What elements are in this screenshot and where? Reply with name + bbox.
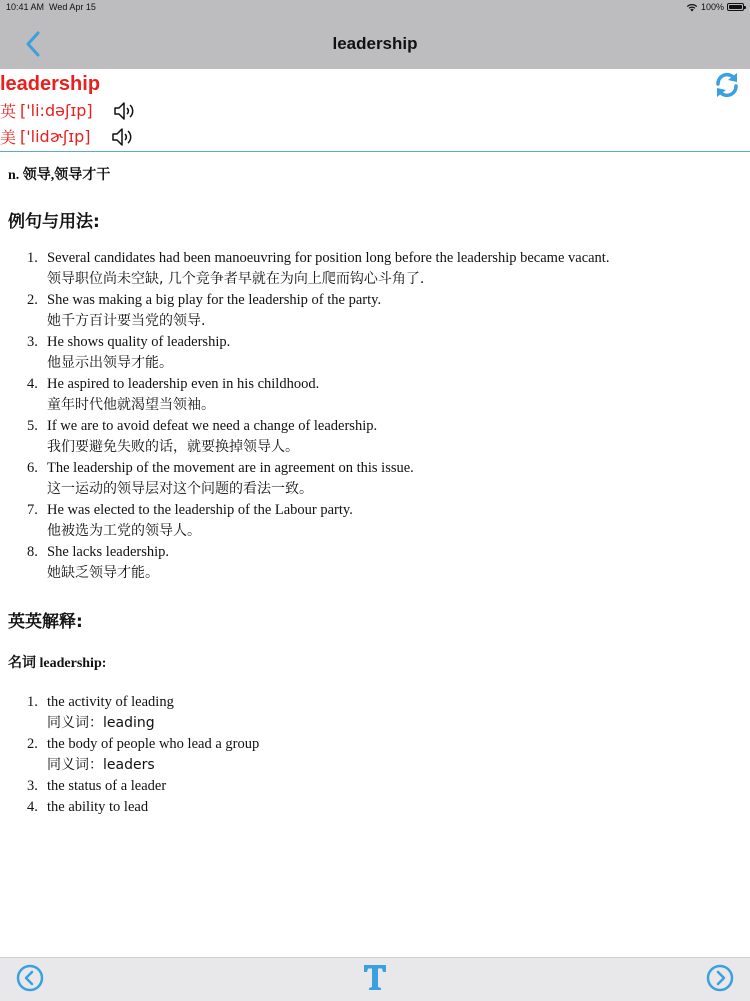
list-item xyxy=(0,734,740,776)
item-number: 3. xyxy=(27,778,38,794)
definition-text: the activity of leading xyxy=(47,694,174,710)
list-item xyxy=(0,797,740,818)
battery-icon xyxy=(727,3,744,11)
speaker-uk-icon[interactable] xyxy=(113,100,137,122)
item-number: 2. xyxy=(27,292,38,308)
list-item xyxy=(0,776,740,797)
list-item xyxy=(0,374,740,416)
list-item xyxy=(0,542,740,584)
example-chinese: 领导职位尚未空缺, 几个竞争者早就在为向上爬而钩心斗角了. xyxy=(47,271,425,287)
list-item xyxy=(0,290,740,332)
pron-uk-label: 英 xyxy=(0,102,17,121)
item-number: 7. xyxy=(27,502,38,518)
page-title: leadership xyxy=(332,34,418,53)
example-english: If we are to avoid defeat we need a change of leadership. xyxy=(47,418,378,434)
list-item xyxy=(0,248,740,290)
list-item xyxy=(0,416,740,458)
example-english: She lacks leadership. xyxy=(47,544,170,560)
definition-list xyxy=(0,692,740,818)
example-chinese: 她千方百计要当党的领导. xyxy=(47,313,206,329)
item-number: 4. xyxy=(27,799,38,815)
example-english: He aspired to leadership even in his childhood. xyxy=(47,376,320,392)
bottom-toolbar xyxy=(0,957,750,1001)
word-header xyxy=(0,69,750,152)
example-chinese: 他显示出领导才能。 xyxy=(47,355,173,371)
synonym-text: 同义词：leading xyxy=(47,715,155,731)
status-right xyxy=(686,2,744,12)
noun-label: 名词 leadership: xyxy=(8,656,107,671)
pron-us-label: 美 xyxy=(0,128,17,147)
example-chinese: 童年时代他就渴望当领袖。 xyxy=(47,397,215,413)
english-definitions-heading: 英英解释: xyxy=(8,612,83,632)
item-number: 6. xyxy=(27,460,38,476)
list-item xyxy=(0,458,740,500)
status-time xyxy=(6,2,96,12)
definition-text: the body of people who lead a group xyxy=(47,736,260,752)
example-english: Several candidates had been manoeuvring for position long before the leadership became vacant. xyxy=(47,250,610,266)
item-number: 1. xyxy=(27,694,38,710)
definition-text: the ability to lead xyxy=(47,799,149,815)
status-date: Wed Apr 15 xyxy=(49,2,96,12)
list-item xyxy=(0,692,740,734)
font-size-icon[interactable] xyxy=(362,962,388,992)
example-chinese: 我们要避免失败的话，就要换掉领导人。 xyxy=(47,439,299,455)
synonym-text: 同义词：leaders xyxy=(47,757,155,773)
pronunciation-us xyxy=(0,125,135,148)
example-english: She was making a big play for the leadership of the party. xyxy=(47,292,382,308)
example-english: He was elected to the leadership of the Labour party. xyxy=(47,502,353,518)
pronunciation-uk xyxy=(0,99,137,122)
item-number: 5. xyxy=(27,418,38,434)
definition-content xyxy=(0,152,750,957)
item-number: 8. xyxy=(27,544,38,560)
item-number: 1. xyxy=(27,250,38,266)
pron-us-ipa: ['lidɚʃɪp] xyxy=(20,127,91,146)
example-chinese: 他被选为工党的领导人。 xyxy=(47,523,201,539)
example-english: The leadership of the movement are in agreement on this issue. xyxy=(47,460,414,476)
example-chinese: 她缺乏领导才能。 xyxy=(47,565,159,581)
list-item xyxy=(0,332,740,374)
item-number: 4. xyxy=(27,376,38,392)
examples-heading: 例句与用法: xyxy=(8,212,100,232)
status-bar xyxy=(0,0,750,16)
navigation-bar xyxy=(0,0,750,69)
status-clock: 10:41 AM xyxy=(6,2,45,12)
example-chinese: 这一运动的领导层对这个问题的看法一致。 xyxy=(47,481,313,497)
previous-word-icon[interactable] xyxy=(16,964,44,992)
refresh-icon[interactable] xyxy=(714,71,740,99)
definition-text: the status of a leader xyxy=(47,778,167,794)
item-number: 3. xyxy=(27,334,38,350)
list-item xyxy=(0,500,740,542)
pron-uk-ipa: ['li:dəʃɪp] xyxy=(20,101,93,120)
speaker-us-icon[interactable] xyxy=(111,126,135,148)
example-list xyxy=(0,248,740,584)
wifi-icon xyxy=(686,3,698,12)
next-word-icon[interactable] xyxy=(706,964,734,992)
item-number: 2. xyxy=(27,736,38,752)
battery-percent: 100% xyxy=(700,2,724,12)
example-english: He shows quality of leadership. xyxy=(47,334,231,350)
basic-definition: n. 领导,领导才干 xyxy=(8,168,111,183)
headword: leadership xyxy=(0,73,101,95)
